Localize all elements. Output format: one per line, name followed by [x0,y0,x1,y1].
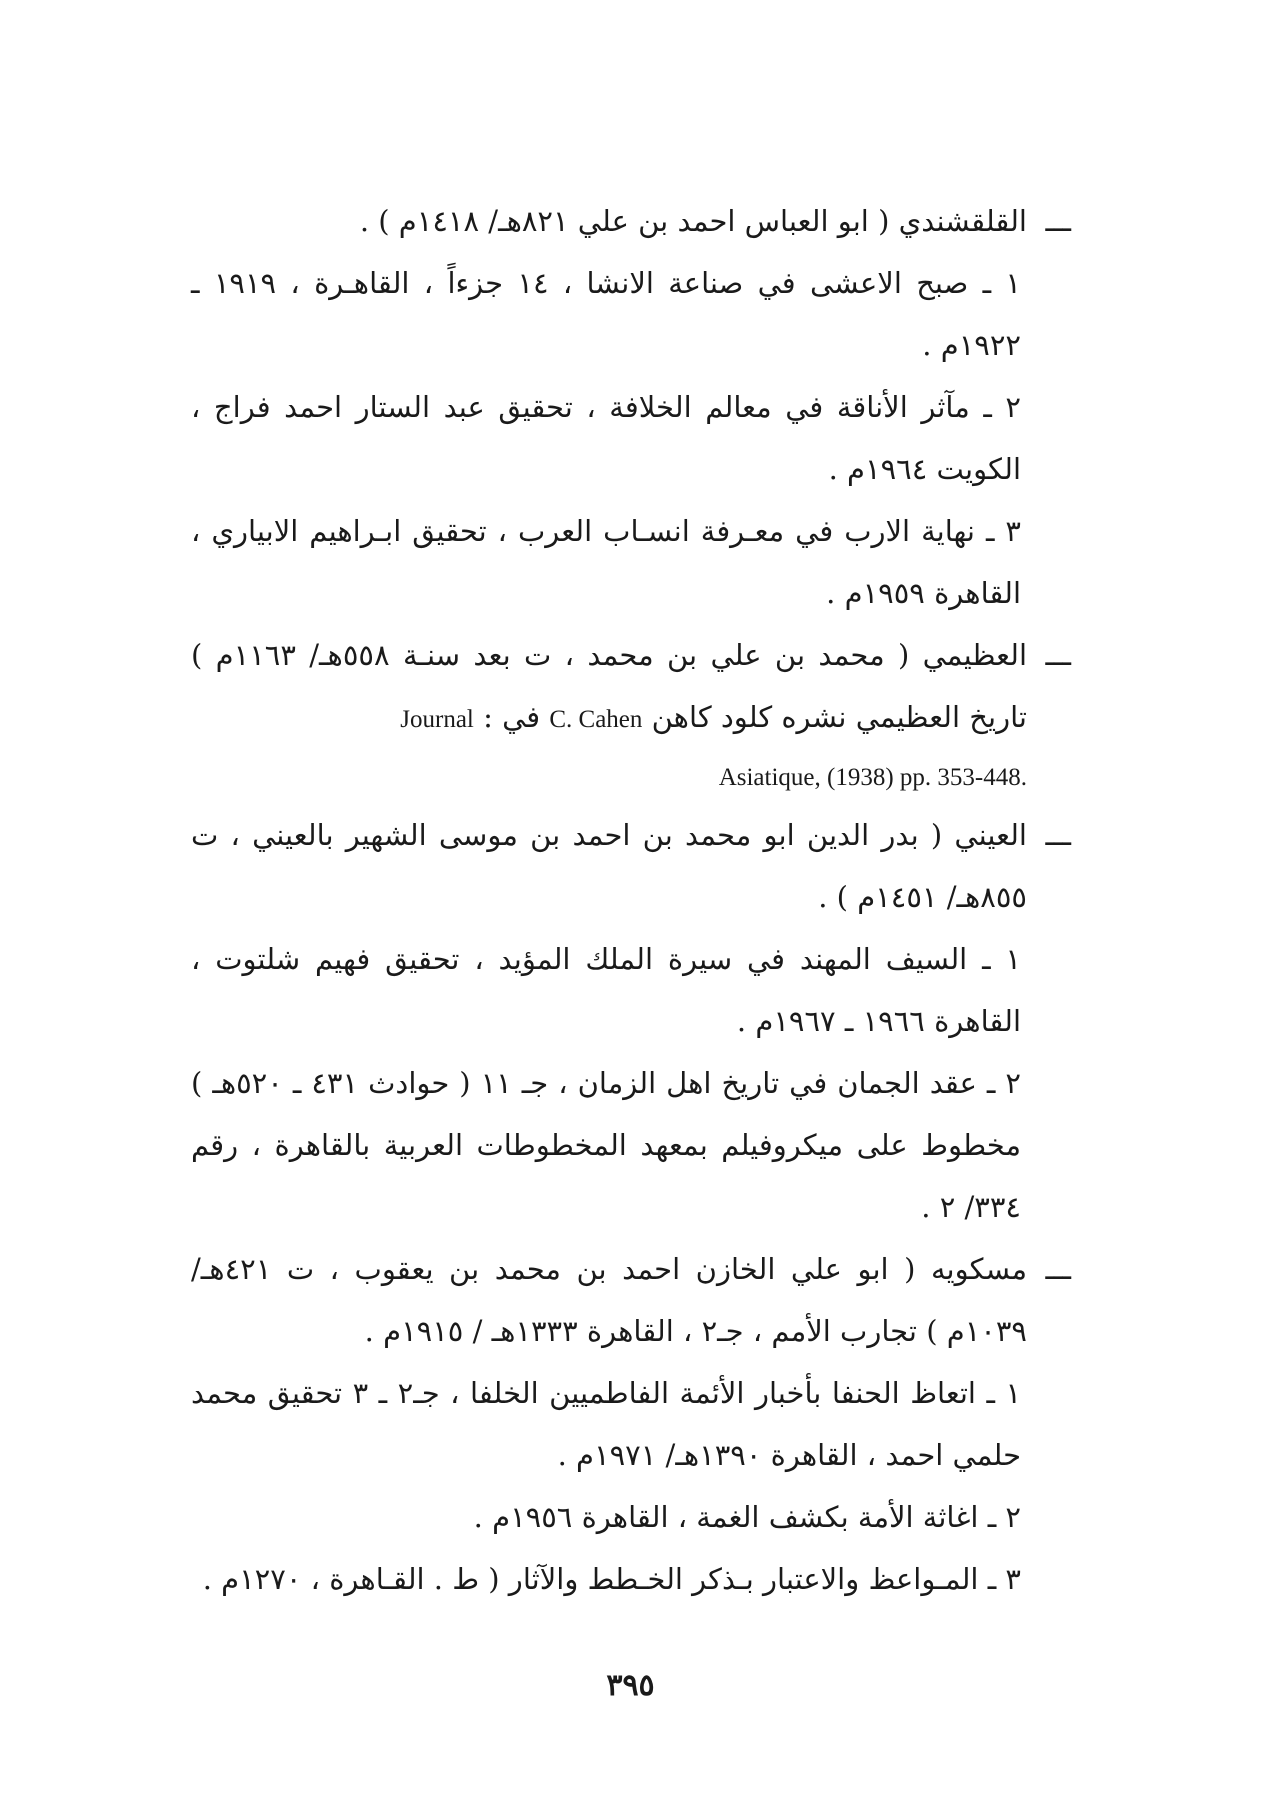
bibliography-entry-ayni [191,804,1071,1238]
work-item: ١ ـ اتعاظ الحنفا بأخبار الأئمة الفاطميين الخلفا ، جـ٢ ـ ٣ تحقيق محمد حلمي احمد ، القاهرة ١٣٩٠هـ/ ١٩٧١م . [191,1376,1022,1472]
entry-bullet: ـــ [1045,1252,1071,1286]
entry-author-line [191,190,1071,252]
work-item: ٢ ـ اغاثة الأمة بكشف الغمة ، القاهرة ١٩٥٦م . [473,1500,1021,1534]
latin-reference-line [191,751,1071,804]
bibliography-list [191,190,1071,1610]
bibliography-entry-qalqashandi [191,190,1071,624]
entry-bullet: ـــ [1045,204,1071,238]
work-item: ٢ ـ مآثر الأناقة في معالم الخلافة ، تحقيق عبد الستار احمد فراج ، الكويت ١٩٦٤م . [191,390,1021,486]
latin-reference: Asiatique, (1938) pp. 353-448. [718,764,1027,791]
work-item: ٣ ـ نهاية الارب في معـرفة انسـاب العرب ، تحقيق ابـراهيم الابياري ، القاهرة ١٩٥٩م . [191,514,1021,610]
author-citation: العظيمي ( محمد بن علي بن محمد ، ت بعد سنـة ٥٥٨هـ/ ١١٦٣م ) تاريخ العظيمي نشره كلود كاهن [191,638,1027,734]
work-item: ٢ ـ عقد الجمان في تاريخ اهل الزمان ، جـ ١١ ( حوادث ٤٣١ ـ ٥٢٠هـ ) مخطوط على ميكروفيلم بمعهد المخطوطات العربية بالقاهرة ، رقم ٣٣٤/ ٢ . [191,1066,1021,1224]
bibliography-entry-azimi [191,624,1071,804]
entry-author-line [191,804,1071,928]
latin-journal-word: Journal [400,706,474,733]
latin-author-name: C. Cahen [549,706,643,733]
work-item: ١ ـ صبح الاعشى في صناعة الانشا ، ١٤ جزءاً ، القاهـرة ، ١٩١٩ ـ ١٩٢٢م . [191,266,1021,362]
entry-bullet: ـــ [1045,638,1071,672]
author-citation: القلقشندي ( ابو العباس احمد بن علي ٨٢١هـ/ ١٤١٨م ) . [359,204,1027,238]
author-citation: العيني ( بدر الدين ابو محمد بن احمد بن موسى الشهير بالعيني ، ت ٨٥٥هـ/ ١٤٥١م ) . [191,818,1027,914]
work-item: ٣ ـ المـواعظ والاعتبار بـذكر الخـطط والآثار ( ط . القـاهرة ، ١٢٧٠م . [202,1562,1021,1596]
connector-text: في : [483,700,541,734]
author-citation: مسكويه ( ابو علي الخازن احمد بن محمد بن يعقوب ، ت ٤٢١هـ/ ١٠٣٩م ) تجارب الأمم ، جـ٢ ، القاهرة ١٣٣٣هـ / ١٩١٥م . [191,1252,1027,1348]
work-item: ١ ـ السيف المهند في سيرة الملك المؤيد ، تحقيق فهيم شلتوت ، القاهرة ١٩٦٦ ـ ١٩٦٧م . [191,942,1021,1038]
entry-author-line [191,1238,1071,1362]
entry-bullet: ـــ [1045,818,1071,852]
page-number: ٣٩٥ [606,1668,655,1703]
entry-author-line [191,624,1071,751]
bibliography-entry-miskawayh [191,1238,1071,1610]
